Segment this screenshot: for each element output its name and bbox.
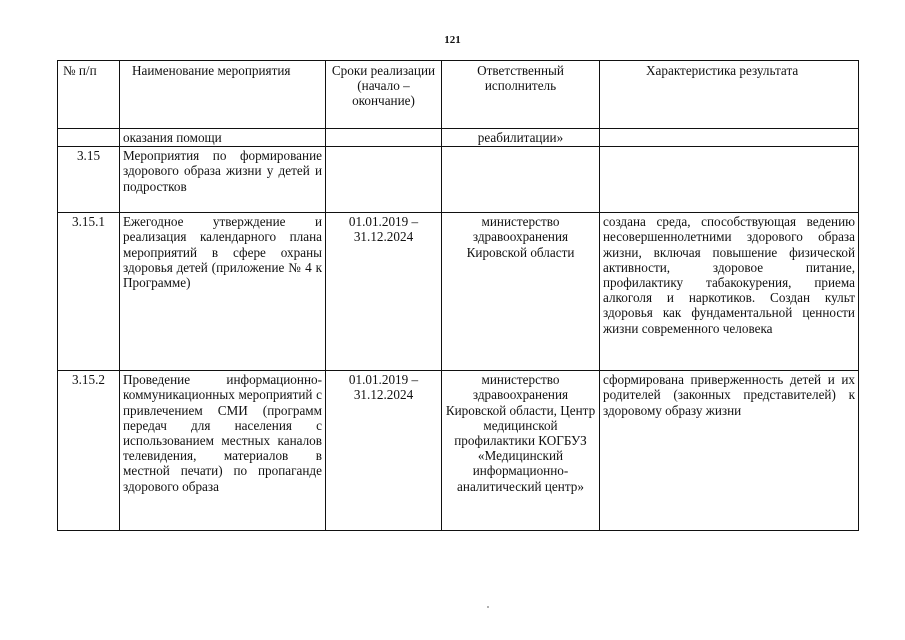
row-num bbox=[58, 129, 120, 147]
row-terms bbox=[326, 147, 442, 213]
row-num: 3.15.1 bbox=[58, 213, 120, 371]
row-terms: 01.01.2019 – 31.12.2024 bbox=[326, 213, 442, 371]
row-result: сформирована приверженность детей и их родителей (законных представителей) к здоровому образу жизни bbox=[600, 371, 859, 531]
row-name: Ежегодное утверждение и реализация календарного плана мероприятий в сфере охраны здоровья детей (приложение № 4 к Программе) bbox=[120, 213, 326, 371]
table-row bbox=[58, 129, 859, 147]
row-name: оказания помощи bbox=[120, 129, 326, 147]
row-executor: реабилитации» bbox=[442, 129, 600, 147]
row-terms: 01.01.2019 – 31.12.2024 bbox=[326, 371, 442, 531]
table-header-row bbox=[58, 61, 859, 129]
row-executor: министерство здравоохранения Кировской области, Центр медицинской профилактики КОГБУЗ «Медицинский информационно-аналитический центр» bbox=[442, 371, 600, 531]
table-row bbox=[58, 147, 859, 213]
row-num: 3.15 bbox=[58, 147, 120, 213]
row-name: Мероприятия по формирование здорового образа жизни у детей и подростков bbox=[120, 147, 326, 213]
measures-table bbox=[57, 60, 859, 531]
header-result: Характеристика результата bbox=[600, 61, 859, 129]
header-num: № п/п bbox=[58, 61, 120, 129]
row-result bbox=[600, 147, 859, 213]
row-terms bbox=[326, 129, 442, 147]
row-result bbox=[600, 129, 859, 147]
row-executor bbox=[442, 147, 600, 213]
page-number: 121 bbox=[444, 34, 461, 46]
row-result: создана среда, способствующая ведению несовершеннолетними здорового образа жизни, включая повышение физической активности, здоровое питание, профилактику табакокурения, приема алкоголя и наркотиков. Создан культ здоровья как фундаментальной ценности жизни современного человека bbox=[600, 213, 859, 371]
row-name: Проведение информационно-коммуникационных мероприятий с привлечением СМИ (программ передач для населения с использованием местных каналов телевидения, материалов в местной печати) по пропаганде здорового образа bbox=[120, 371, 326, 531]
table-row bbox=[58, 213, 859, 371]
table-row bbox=[58, 371, 859, 531]
header-executor: Ответственный исполнитель bbox=[442, 61, 600, 129]
row-executor: министерство здравоохранения Кировской области bbox=[442, 213, 600, 371]
header-name: Наименование мероприятия bbox=[120, 61, 326, 129]
header-terms: Сроки реализации (начало – окончание) bbox=[326, 61, 442, 129]
scan-speck bbox=[487, 606, 489, 608]
row-num: 3.15.2 bbox=[58, 371, 120, 531]
